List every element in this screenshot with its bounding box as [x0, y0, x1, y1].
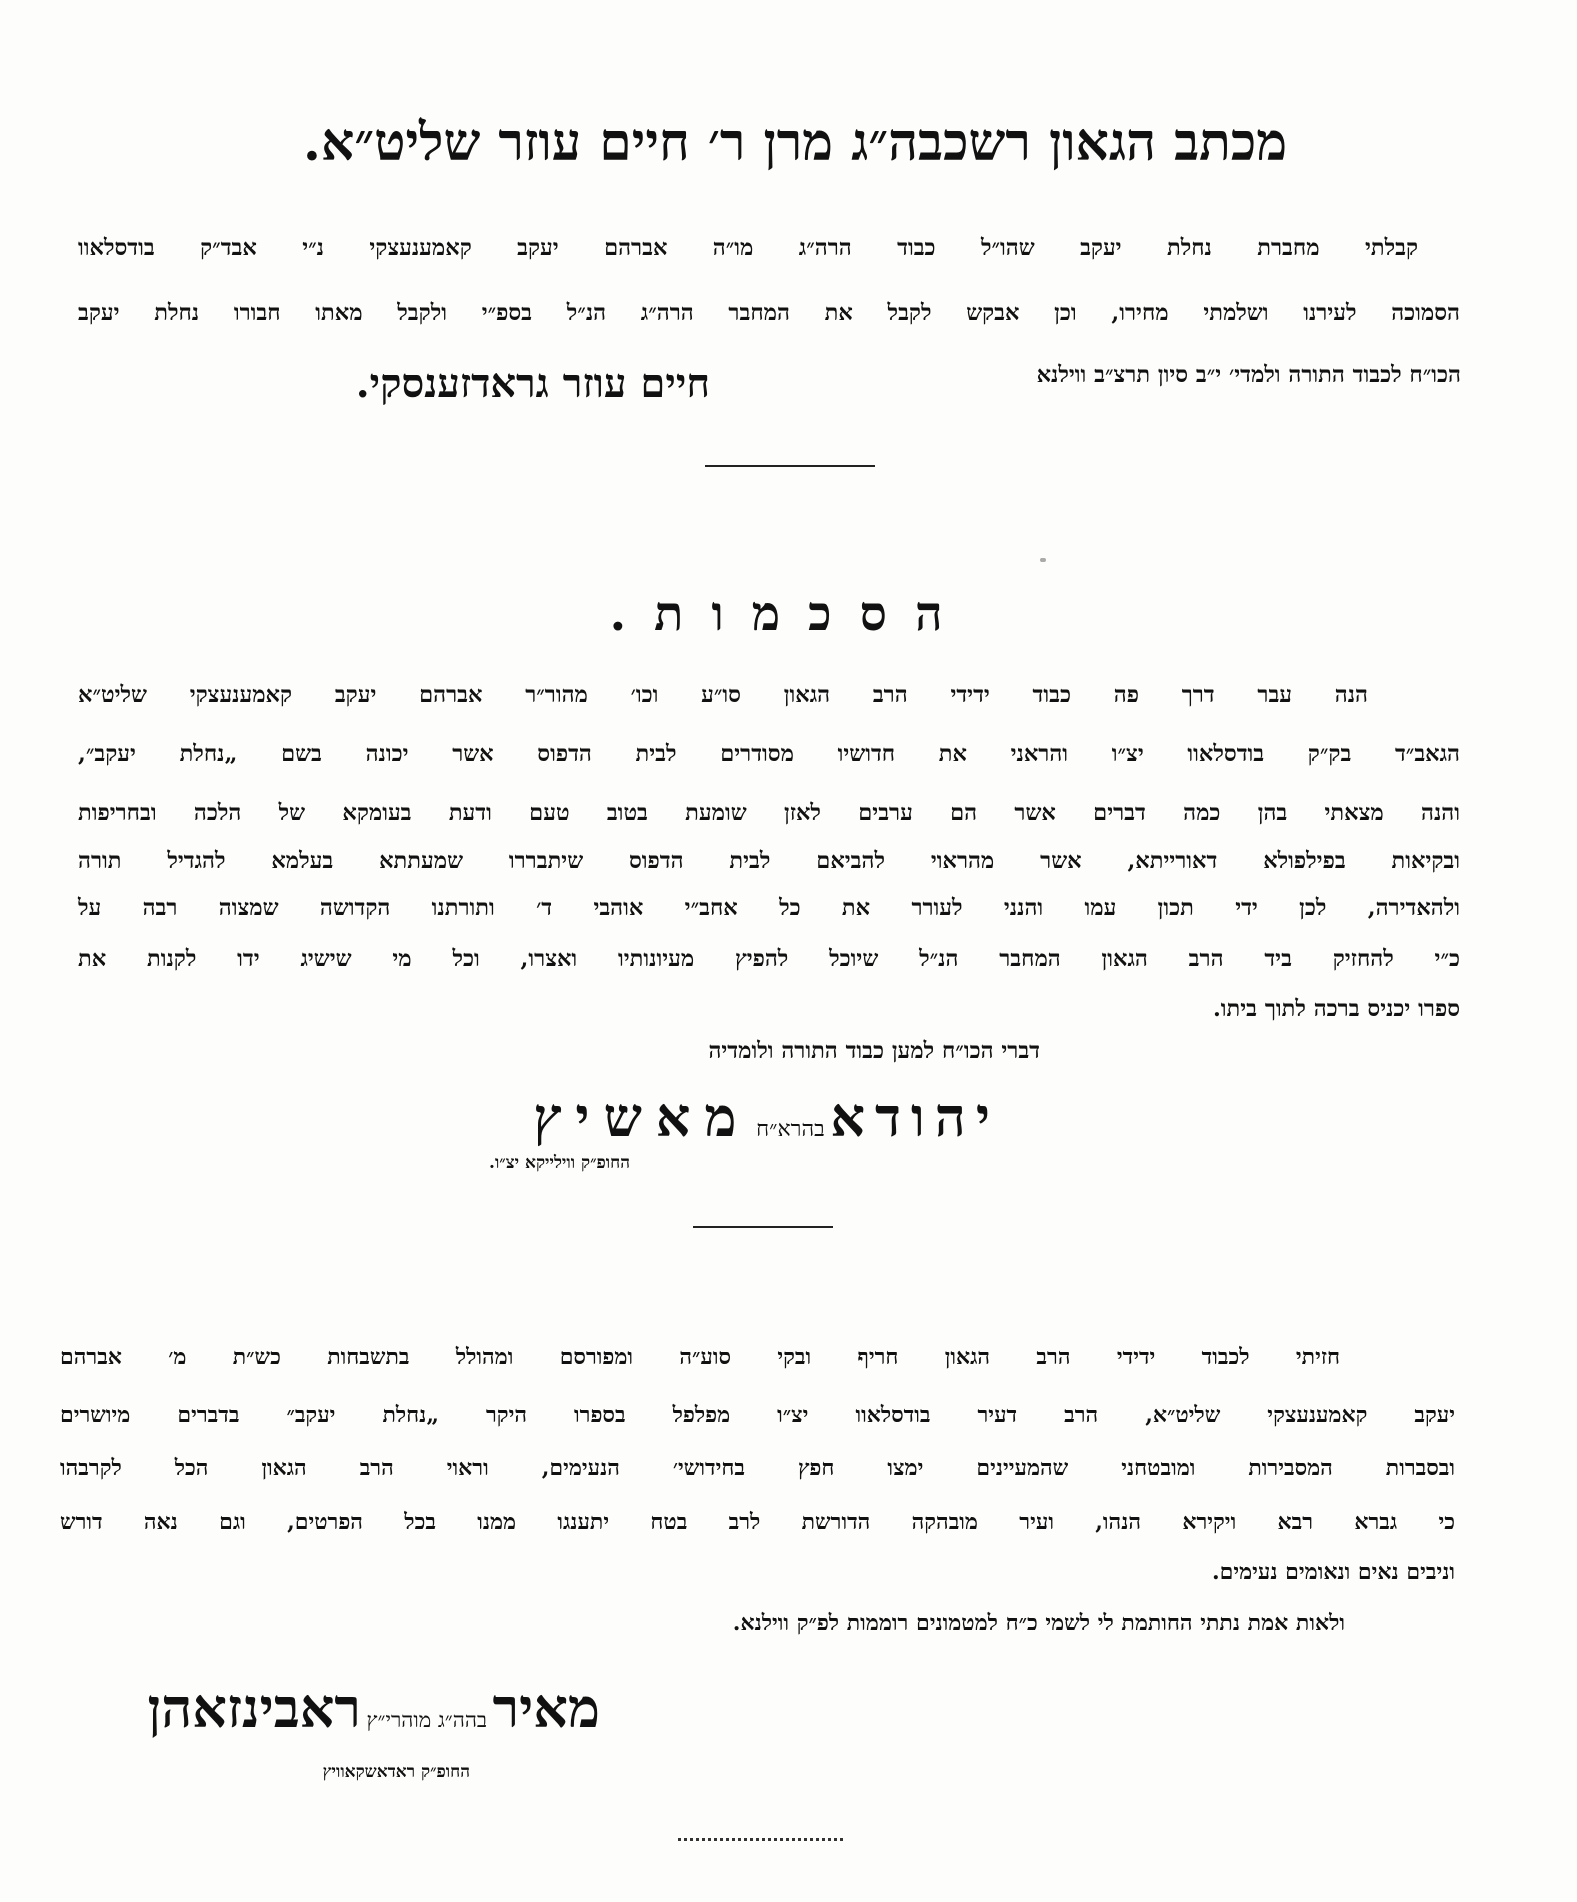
approbation1-signature [180, 1085, 1000, 1149]
signer2-title: החופ״ק ראדאשקאוויץ [322, 1762, 470, 1782]
approbation1-line-4: ובקיאות בפילפולא דאורייתא, אשר מהראוי להביאם לבית הדפוס שיתבררו שמעתתא בעלמא להגדיל תורה [78, 848, 1460, 874]
divider-rule-2 [693, 1226, 833, 1228]
approbation2-line-1: חזיתי לכבוד ידידי הרב הגאון חריף ובקי סוע״ה ומפורסם ומהולל בתשבחות כש״ת מ׳ אברהם [60, 1344, 1340, 1370]
letter-line-3: הכו״ח לכבוד התורה ולמדי׳ י״ב סיון תרצ״ב ווילנא [1036, 362, 1461, 388]
approbation1-line-5: ולהאדירה, לכן ידי תכון עמו והנני לעורר את כל אחב״י אוהבי ד׳ ותורתנו הקדושה שמצוה רבה על [78, 895, 1460, 921]
signer1-last-name: מאשיץ [533, 1085, 751, 1149]
signer1-title: החופ״ק ווילייקא יצ״ו. [489, 1153, 630, 1173]
approbation2-signature [40, 1676, 600, 1740]
approbation1-line-2: הגאב״ד בק״ק בודסלאוו יצ״ו והראני את חדושיו מסודרים לבית הדפוס אשר יכונה בשם „נחלת יעקב״, [78, 741, 1460, 767]
signer2-last-name: ראבינזאהן [147, 1676, 361, 1740]
approbation2-line-2: יעקב קאמענעצקי שליט״א, הרב דעיר בודסלאוו יצ״ו מפלפל בספרו היקר „נחלת יעקב״ בדברים מיושרים [60, 1402, 1455, 1428]
approbation1-closing: דברי הכו״ח למען כבוד התורה ולומדיה [708, 1038, 1040, 1064]
signer2-patronymic: בהה״ג מוהרי״ץ [366, 1708, 488, 1732]
signer1-patronymic: בהרא״ח [756, 1117, 825, 1142]
print-speck [1040, 558, 1046, 562]
letter-title: מכתב הגאון רשכבה״ג מרן ר׳ חיים עוזר שליט״א. [302, 112, 1288, 173]
approbation2-line-5: וניבים נאים ונאומים נעימים. [1211, 1559, 1455, 1585]
approbation1-line-7: ספרו יכניס ברכה לתוך ביתו. [1212, 996, 1460, 1022]
approbation2-line-3: ובסברות המסבירות ומובטחני שהמעיינים ימצו חפץ בחידושי׳ הנעימים, וראוי הרב הגאון הכל לקרבהו [60, 1455, 1455, 1481]
section-title: הסכמות. [609, 586, 971, 642]
letter-line-2: הסמוכה לעירנו ושלמתי מחירו, וכן אבקש לקבל את המחבר הרה״ג הנ״ל בספ״י ולקבל מאתו חבורו נחלת יעקב [78, 300, 1460, 326]
divider-rule-3 [678, 1838, 843, 1841]
signer2-first-name: מאיר [492, 1676, 600, 1740]
divider-rule [705, 465, 875, 467]
approbation1-line-6: כ״י להחזיק ביד הרב הגאון המחבר הנ״ל שיוכל להפיץ מעיונותיו ואצרו, וכל מי שישיג ידו לקנות את [78, 946, 1460, 972]
approbation1-line-3: והנה מצאתי בהן כמה דברים אשר הם ערבים לאזן שומעת בטוב טעם ודעת בעומקא של הלכה ובחריפות [78, 800, 1460, 826]
letter-line-1: קבלתי מחברת נחלת יעקב שהו״ל כבוד הרה״ג מו״ה אברהם יעקב קאמענעצקי נ״י אבד״ק בודסלאוו [78, 235, 1418, 261]
approbation2-closing: ולאות אמת נתתי החותמת לי לשמי כ״ח למטמונים רוממות לפ״ק ווילנא. [732, 1610, 1345, 1636]
approbation2-line-4: כי גברא רבא ויקירא הנהו, ועיר מובהקה הדורשת לרב בטח יתענגו ממנו בכל הפרטים, וגם נאה דורש [60, 1509, 1455, 1535]
signer1-first-name: יהודא [830, 1085, 1000, 1149]
approbation1-line-1: הנה עבר דרך פה כבוד ידידי הרב הגאון סו״ע וכו׳ מהור״ר אברהם יעקב קאמענעצקי שליט״א [78, 682, 1368, 708]
letter-signature: חיים עוזר גראדזענסקי. [355, 360, 710, 407]
